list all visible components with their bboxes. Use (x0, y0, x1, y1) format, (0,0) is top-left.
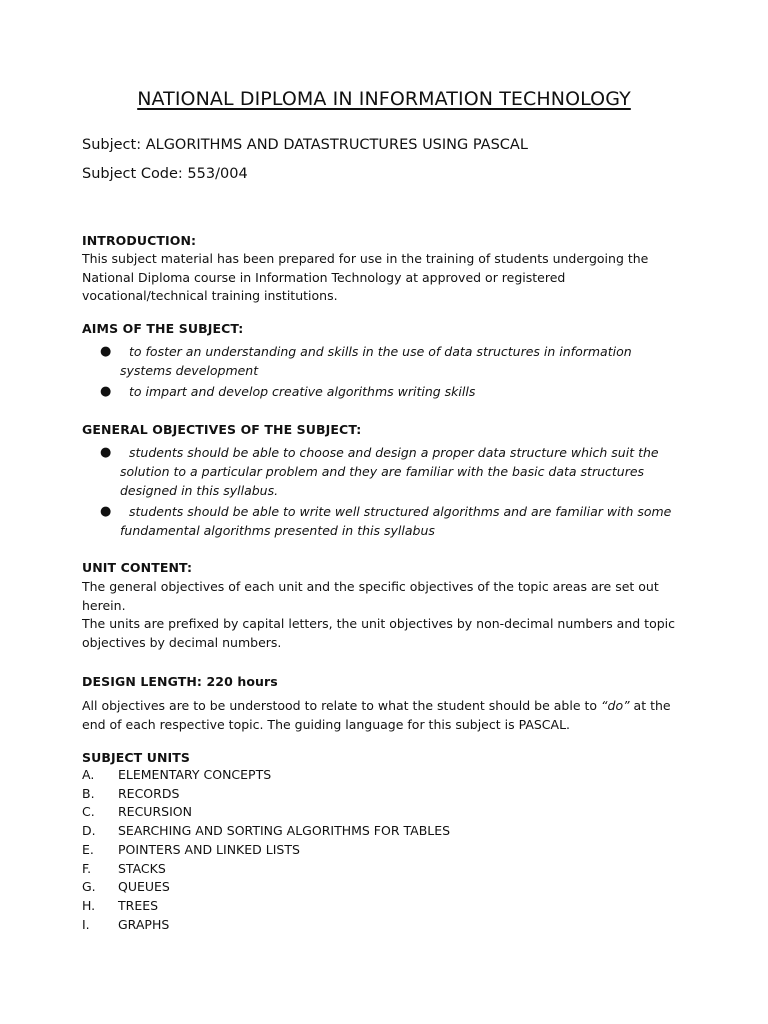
bullet-icon: ● (100, 504, 112, 519)
general-objectives-heading: GENERAL OBJECTIVES OF THE SUBJECT: (82, 422, 362, 437)
subject-units-list (82, 766, 450, 934)
list-item: ● students should be able to choose and design a proper data structure which suit the solution to a particular problem and they are familiar with the basic data structures designed in this syllabus. (100, 445, 659, 498)
do-emphasis: “do” (601, 698, 630, 713)
aims-list (100, 342, 680, 403)
subject-name: Subject: ALGORITHMS AND DATASTRUCTURES USING PASCAL (82, 137, 528, 153)
list-item: I. GRAPHS (82, 916, 170, 932)
introduction-text: This subject material has been prepared for use in the training of students undergoing the National Diploma course in Information Technology at approved or registered vocational/technical training institutions. (82, 251, 649, 303)
list-item: G. QUEUES (82, 879, 170, 895)
unit-content-heading: UNIT CONTENT: (82, 560, 193, 575)
aims-heading: AIMS OF THE SUBJECT: (82, 321, 244, 336)
list-item: A. ELEMENTARY CONCEPTS (82, 767, 272, 782)
unit-content-paragraph-2: The units are prefixed by capital letters, the unit objectives by non-decimal numbers and topic objectives by decimal numbers. (82, 616, 675, 650)
introduction-heading: INTRODUCTION: (82, 233, 197, 248)
general-objectives-list (100, 443, 680, 542)
subject-code: Subject Code: 553/004 (82, 166, 248, 182)
list-item: D. SEARCHING AND SORTING ALGORITHMS FOR TABLES (82, 823, 451, 839)
unit-content-paragraph-1: The general objectives of each unit and the specific objectives of the topic areas are set out herein. (82, 579, 659, 613)
subject-units-heading: SUBJECT UNITS (82, 750, 191, 765)
list-item: C. RECURSION (82, 804, 192, 820)
bullet-icon: ● (100, 344, 112, 359)
list-item: F. STACKS (82, 860, 166, 876)
design-length-heading: DESIGN LENGTH: 220 hours (82, 674, 278, 689)
document-title: NATIONAL DIPLOMA IN INFORMATION TECHNOLOGY (137, 88, 631, 110)
list-item: ● to foster an understanding and skills in the use of data structures in information systems development (100, 344, 632, 378)
design-length-text: All objectives are to be understood to relate to what the student should be able to “do” at the end of each respective topic. The guiding language for this subject is PASCAL. (82, 698, 671, 732)
list-item: ● to impart and develop creative algorithms writing skills (100, 384, 476, 399)
list-item: B. RECORDS (82, 785, 180, 801)
list-item: ● students should be able to write well structured algorithms and are familiar with some fundamental algorithms presented in this syllabus (100, 504, 672, 538)
bullet-icon: ● (100, 384, 112, 399)
bullet-icon: ● (100, 445, 112, 460)
list-item: H. TREES (82, 897, 159, 913)
list-item: E. POINTERS AND LINKED LISTS (82, 841, 300, 857)
